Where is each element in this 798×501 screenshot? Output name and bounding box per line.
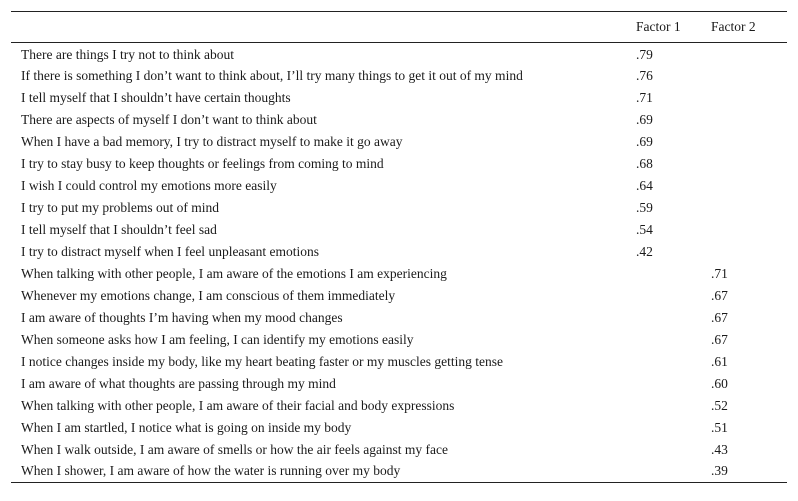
factor-2-loading: .39 (711, 463, 728, 479)
table-row (11, 153, 787, 175)
factor-1-loading: .76 (636, 67, 653, 83)
table-row (11, 219, 787, 241)
factor-1-loading: .59 (636, 199, 653, 215)
table-row (11, 87, 787, 109)
factor-2-loading: .51 (711, 419, 728, 435)
item-text: When I have a bad memory, I try to distract myself to make it go away (21, 133, 403, 149)
table-body (11, 43, 787, 483)
factor-2-loading: .67 (711, 331, 728, 347)
factor-2-loading (711, 197, 787, 219)
table-row (11, 241, 787, 263)
item-text: When I walk outside, I am aware of smells or how the air feels against my face (21, 441, 448, 457)
factor-1-loading (636, 417, 711, 439)
factor-1-loading: .54 (636, 221, 653, 237)
factor-loadings-table-container (11, 11, 787, 483)
item-text: I try to put my problems out of mind (21, 199, 219, 215)
factor-1-loading (636, 307, 711, 329)
factor-2-loading (711, 65, 787, 87)
factor-2-loading (711, 43, 787, 65)
table-row (11, 285, 787, 307)
factor-2-loading (711, 109, 787, 131)
table-header (11, 12, 787, 43)
item-text: I try to distract myself when I feel unpleasant emotions (21, 243, 320, 259)
factor-1-loading (636, 439, 711, 461)
item-text: When someone asks how I am feeling, I can identify my emotions easily (21, 331, 414, 347)
table-row (11, 439, 787, 461)
item-text: I tell myself that I shouldn’t feel sad (21, 221, 217, 237)
table-row (11, 417, 787, 439)
factor-1-loading (636, 329, 711, 351)
factor-1-loading (636, 373, 711, 395)
factor-1-loading (636, 351, 711, 373)
factor-2-loading (711, 175, 787, 197)
factor-1-loading: .79 (636, 46, 653, 62)
table-row (11, 351, 787, 373)
item-text: When I shower, I am aware of how the water is running over my body (21, 463, 401, 479)
factor-1-loading (636, 461, 711, 483)
header-factor-1: Factor 1 (636, 19, 681, 34)
item-text: When talking with other people, I am aware of the emotions I am experiencing (21, 265, 447, 281)
item-text: If there is something I don’t want to think about, I’ll try many things to get it out of my mind (21, 67, 523, 83)
header-row (11, 12, 787, 43)
factor-loadings-table (11, 11, 787, 483)
factor-2-loading: .43 (711, 441, 728, 457)
table-row (11, 395, 787, 417)
item-text: When I am startled, I notice what is going on inside my body (21, 419, 352, 435)
table-row (11, 109, 787, 131)
table-row (11, 461, 787, 483)
table-row (11, 329, 787, 351)
factor-2-loading: .61 (711, 353, 728, 369)
factor-1-loading (636, 395, 711, 417)
item-text: I am aware of thoughts I’m having when my mood changes (21, 309, 343, 325)
table-row (11, 307, 787, 329)
table-row (11, 43, 787, 65)
factor-1-loading: .64 (636, 177, 653, 193)
factor-2-loading (711, 87, 787, 109)
table-row (11, 175, 787, 197)
item-text: I try to stay busy to keep thoughts or feelings from coming to mind (21, 155, 384, 171)
table-row (11, 197, 787, 219)
table-row (11, 263, 787, 285)
table-row (11, 65, 787, 87)
item-text: Whenever my emotions change, I am conscious of them immediately (21, 287, 396, 303)
header-factor-2: Factor 2 (711, 19, 756, 34)
factor-1-loading: .71 (636, 89, 653, 105)
factor-2-loading (711, 219, 787, 241)
factor-2-loading: .60 (711, 375, 728, 391)
factor-2-loading: .52 (711, 397, 728, 413)
factor-1-loading (636, 263, 711, 285)
factor-1-loading: .69 (636, 133, 653, 149)
item-text: I notice changes inside my body, like my heart beating faster or my muscles getting tense (21, 353, 503, 369)
factor-1-loading (636, 285, 711, 307)
item-text: There are things I try not to think about (21, 46, 234, 62)
factor-1-loading: .42 (636, 243, 653, 259)
factor-1-loading: .69 (636, 111, 653, 127)
factor-2-loading (711, 153, 787, 175)
item-text: I tell myself that I shouldn’t have certain thoughts (21, 89, 291, 105)
factor-2-loading: .67 (711, 309, 728, 325)
table-row (11, 373, 787, 395)
factor-2-loading (711, 241, 787, 263)
factor-2-loading: .67 (711, 287, 728, 303)
item-text: There are aspects of myself I don’t want to think about (21, 111, 317, 127)
table-row (11, 131, 787, 153)
item-text: I am aware of what thoughts are passing through my mind (21, 375, 336, 391)
factor-1-loading: .68 (636, 155, 653, 171)
item-text: I wish I could control my emotions more easily (21, 177, 277, 193)
factor-2-loading (711, 131, 787, 153)
header-item (11, 12, 636, 43)
item-text: When talking with other people, I am aware of their facial and body expressions (21, 397, 455, 413)
factor-2-loading: .71 (711, 265, 728, 281)
